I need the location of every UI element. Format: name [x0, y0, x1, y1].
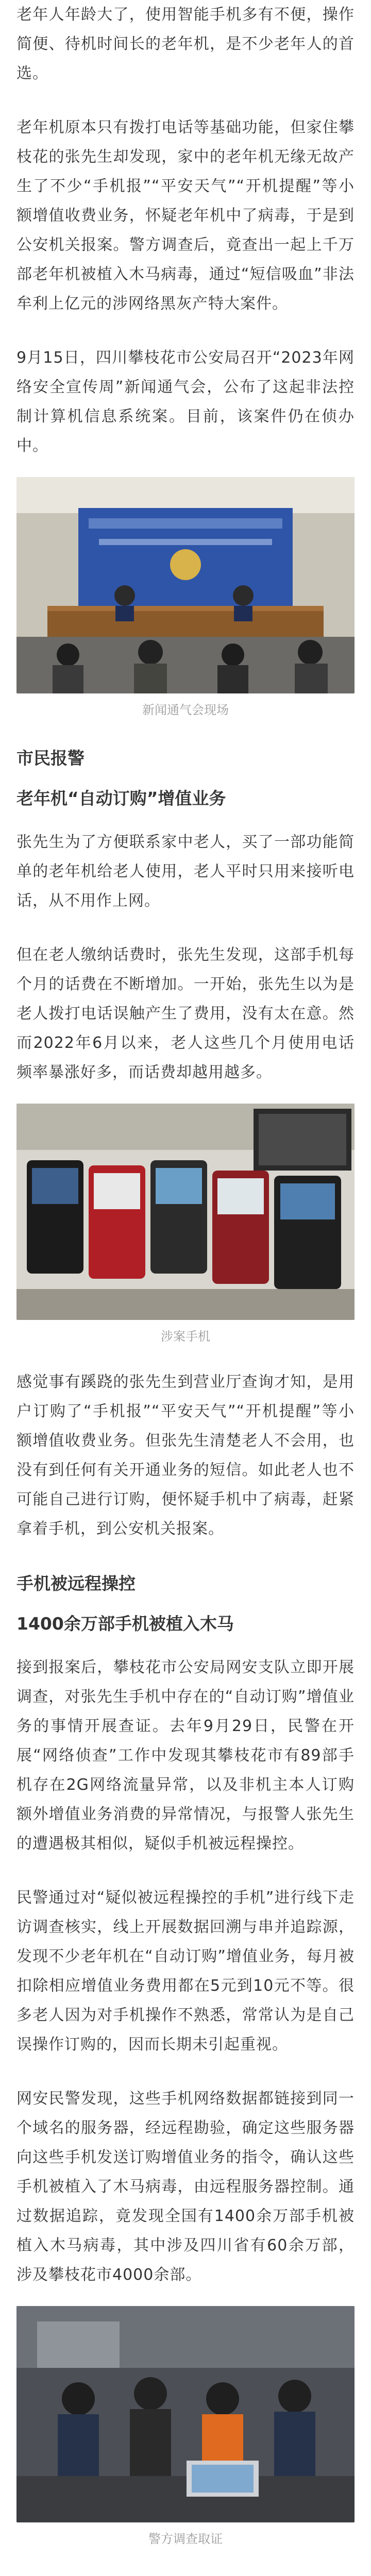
investigation-photo [16, 2306, 355, 2522]
paragraph: 网安民警发现，这些手机网络数据都链接到同一个域名的服务器，经远程勘验，确定这些服务器向这些手机发送订购增值业务的指令，确认这些手机被植入了木马病毒，由远程服务器控制。通过数据追踪，竟发现全国有1400余万部手机被植入木马病毒，其中涉及四川省有60余万部，涉及攀枝花市4000余部。 [16, 2090, 355, 2284]
seized-phones-photo [16, 1104, 355, 1320]
paragraph: 张先生为了方便联系家中老人，买了一部功能简单的老年机给老人使用，老人平时只用来接听电话，从不用作上网。 [16, 833, 355, 910]
press-conference-photo [16, 477, 355, 693]
paragraph: 老年机原本只有拨打电话等基础功能，但家住攀枝花的张先生却发现，家中的老年机无缘无故产生了不少“手机报”“平安天气”“开机提醒”等小额增值收费业务，怀疑老年机中了病毒，于是到公安机关报案。警方调查后，竟查出一起上千万部老年机被植入木马病毒，通过“短信吸血”非法牟利上亿元的涉网络黑灰产特大案件。 [16, 118, 355, 313]
figure-press-conference [16, 477, 355, 718]
figure-caption: 警方调查取证 [148, 2532, 223, 2546]
paragraph: 感觉事有蹊跷的张先生到营业厅查询才知，是用户订购了“手机报”“平安天气”“开机提醒”等小额增值收费业务。但张先生清楚老人不会用，也没有到任何有关开通业务的短信。如此老人也不可能自己进行订购，便怀疑手机中了病毒，赶紧拿着手机，到公安机关报案。 [16, 1373, 355, 1538]
paragraph: 老年人年龄大了，使用智能手机多有不便，操作简便、待机时间长的老年机，是不少老年人的首选。 [16, 6, 355, 82]
figure-seized-phones [16, 1104, 355, 1345]
figure-caption: 涉案手机 [161, 1329, 210, 1344]
section-heading: 手机被远程操控 [16, 1573, 136, 1594]
paragraph: 但在老人缴纳话费时，张先生发现，这部手机每个月的话费在不断增加。一开始，张先生以为是老人拨打电话误触产生了费用，没有太在意。然而2022年6月以来，老人这些几个月使用电话频率暴涨好多，而话费却越用越多。 [16, 946, 355, 1081]
figure-investigation [16, 2306, 355, 2547]
section-subheading: 老年机“自动订购”增值业务 [16, 788, 226, 808]
paragraph: 接到报案后，攀枝花市公安局网安支队立即开展调查，对张先生手机中存在的“自动订购”增值业务的事情开展查证。去年9月29日，民警在开展“网络侦查”工作中发现其攀枝花市有89部手机存在2G网络流量异常，以及非机主本人订购额外增值业务消费的异常情况，与报警人张先生的遭遇极其相似，疑似手机被远程操控。 [16, 1658, 355, 1853]
paragraph: 9月15日，四川攀枝花市公安局召开“2023年网络安全宣传周”新闻通气会，公布了这起非法控制计算机信息系统案。目前，该案件仍在侦办中。 [16, 349, 355, 455]
figure-caption: 新闻通气会现场 [142, 703, 229, 717]
section-heading: 市民报警 [16, 748, 85, 768]
section-subheading: 1400余万部手机被植入木马 [16, 1614, 234, 1634]
paragraph: 民警通过对“疑似被远程操控的手机”进行线下走访调查核实，线上开展数据回溯与串并追踪源，发现不少老年机在“自动订购”增值业务，每月被扣除相应增值业务费用都在5元到10元不等。很多老人因为对手机操作不熟悉，常常认为是自己误操作订购的，因而长期未引起重视。 [16, 1889, 355, 2054]
